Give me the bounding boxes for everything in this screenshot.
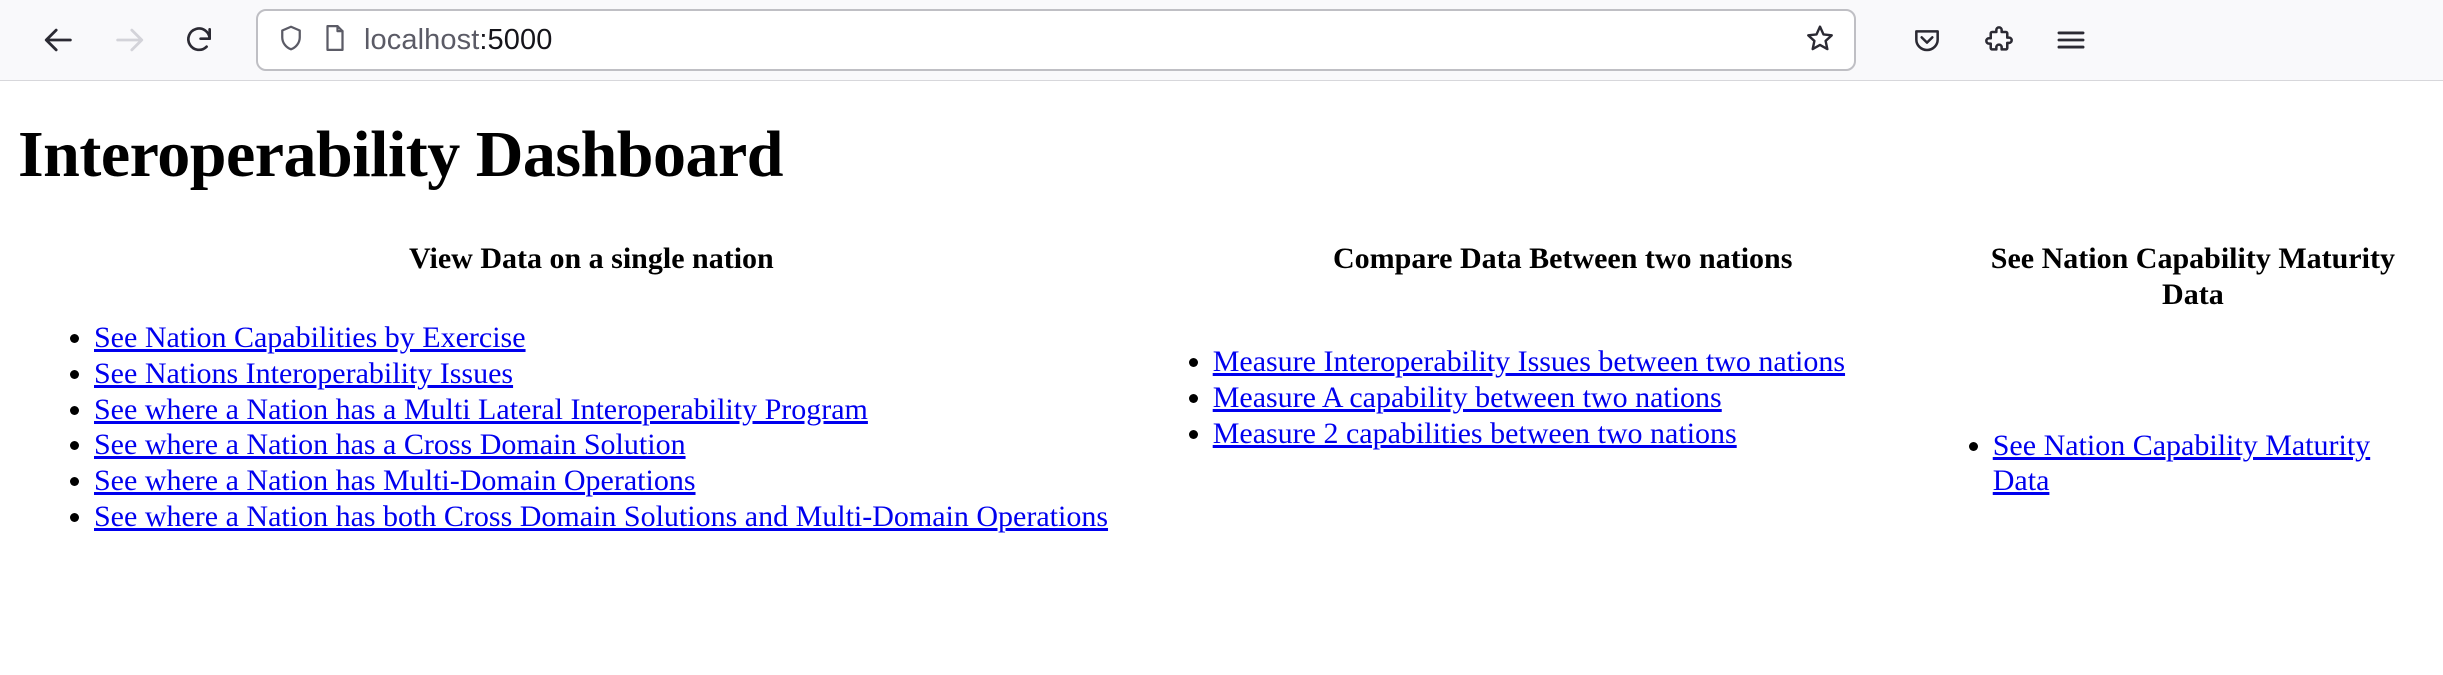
page-content	[0, 117, 2443, 675]
extensions-button[interactable]	[1968, 9, 2030, 71]
list-item	[94, 357, 1167, 392]
link-multi-domain-operations[interactable]: See where a Nation has Multi-Domain Operations	[94, 464, 696, 498]
list-item	[1213, 345, 1959, 380]
list-item	[94, 393, 1167, 428]
link-list-capability-maturity	[1959, 429, 2427, 499]
column-heading-compare-two-nations: Compare Data Between two nations	[1333, 242, 1793, 275]
link-measure-interoperability-issues[interactable]: Measure Interoperability Issues between two nations	[1212, 345, 1846, 378]
url-host: localhost	[364, 23, 480, 56]
extensions-icon	[1983, 24, 2015, 56]
address-bar[interactable]	[256, 9, 1856, 71]
application-menu-button[interactable]	[2040, 9, 2102, 71]
dashboard-columns	[0, 241, 2443, 536]
page-title: Interoperability Dashboard	[18, 118, 784, 191]
hamburger-menu-icon	[2054, 23, 2088, 57]
reload-icon	[183, 24, 215, 56]
link-multi-lateral-interoperability-program[interactable]: See where a Nation has a Multi Lateral Interoperability Program	[94, 392, 868, 426]
list-item	[94, 464, 1167, 499]
column-heading-capability-maturity: See Nation Capability Maturity Data	[1990, 242, 2395, 311]
list-item	[1213, 417, 1959, 452]
link-measure-2-capabilities[interactable]: Measure 2 capabilities between two nations	[1212, 416, 1737, 450]
column-capability-maturity	[1959, 241, 2427, 500]
link-cds-and-mdo[interactable]: See where a Nation has both Cross Domain Solutions and Multi-Domain Operations	[94, 499, 1109, 533]
link-measure-a-capability[interactable]: Measure A capability between two nations	[1212, 380, 1722, 414]
pocket-save-button[interactable]	[1896, 9, 1958, 71]
url-port: :5000	[479, 23, 553, 56]
list-item	[1213, 381, 1959, 416]
page-document-icon	[322, 23, 348, 58]
arrow-right-icon	[112, 23, 146, 57]
list-item	[94, 321, 1167, 356]
toolbar-right-group	[1896, 9, 2102, 71]
star-icon[interactable]	[1804, 22, 1836, 59]
column-compare-two-nations	[1167, 241, 1959, 452]
shield-icon[interactable]	[276, 23, 306, 58]
link-nations-interoperability-issues[interactable]: See Nations Interoperability Issues	[94, 356, 514, 390]
link-nation-capability-maturity-data[interactable]: See Nation Capability Maturity Data	[1992, 429, 2371, 497]
link-list-single-nation	[16, 321, 1167, 535]
column-single-nation	[16, 241, 1167, 536]
browser-toolbar	[0, 0, 2443, 81]
list-item	[1993, 429, 2427, 499]
arrow-left-icon	[42, 23, 76, 57]
reload-button[interactable]	[168, 9, 230, 71]
list-item	[94, 500, 1167, 535]
forward-button[interactable]	[98, 9, 160, 71]
link-cross-domain-solution[interactable]: See where a Nation has a Cross Domain Solution	[94, 428, 686, 462]
back-button[interactable]	[28, 9, 90, 71]
list-item	[94, 428, 1167, 463]
link-list-compare-two-nations	[1167, 345, 1959, 451]
link-nation-capabilities-by-exercise[interactable]: See Nation Capabilities by Exercise	[94, 321, 526, 354]
column-heading-single-nation: View Data on a single nation	[408, 242, 774, 275]
pocket-save-icon	[1911, 24, 1943, 56]
url-text[interactable]	[364, 24, 1788, 57]
